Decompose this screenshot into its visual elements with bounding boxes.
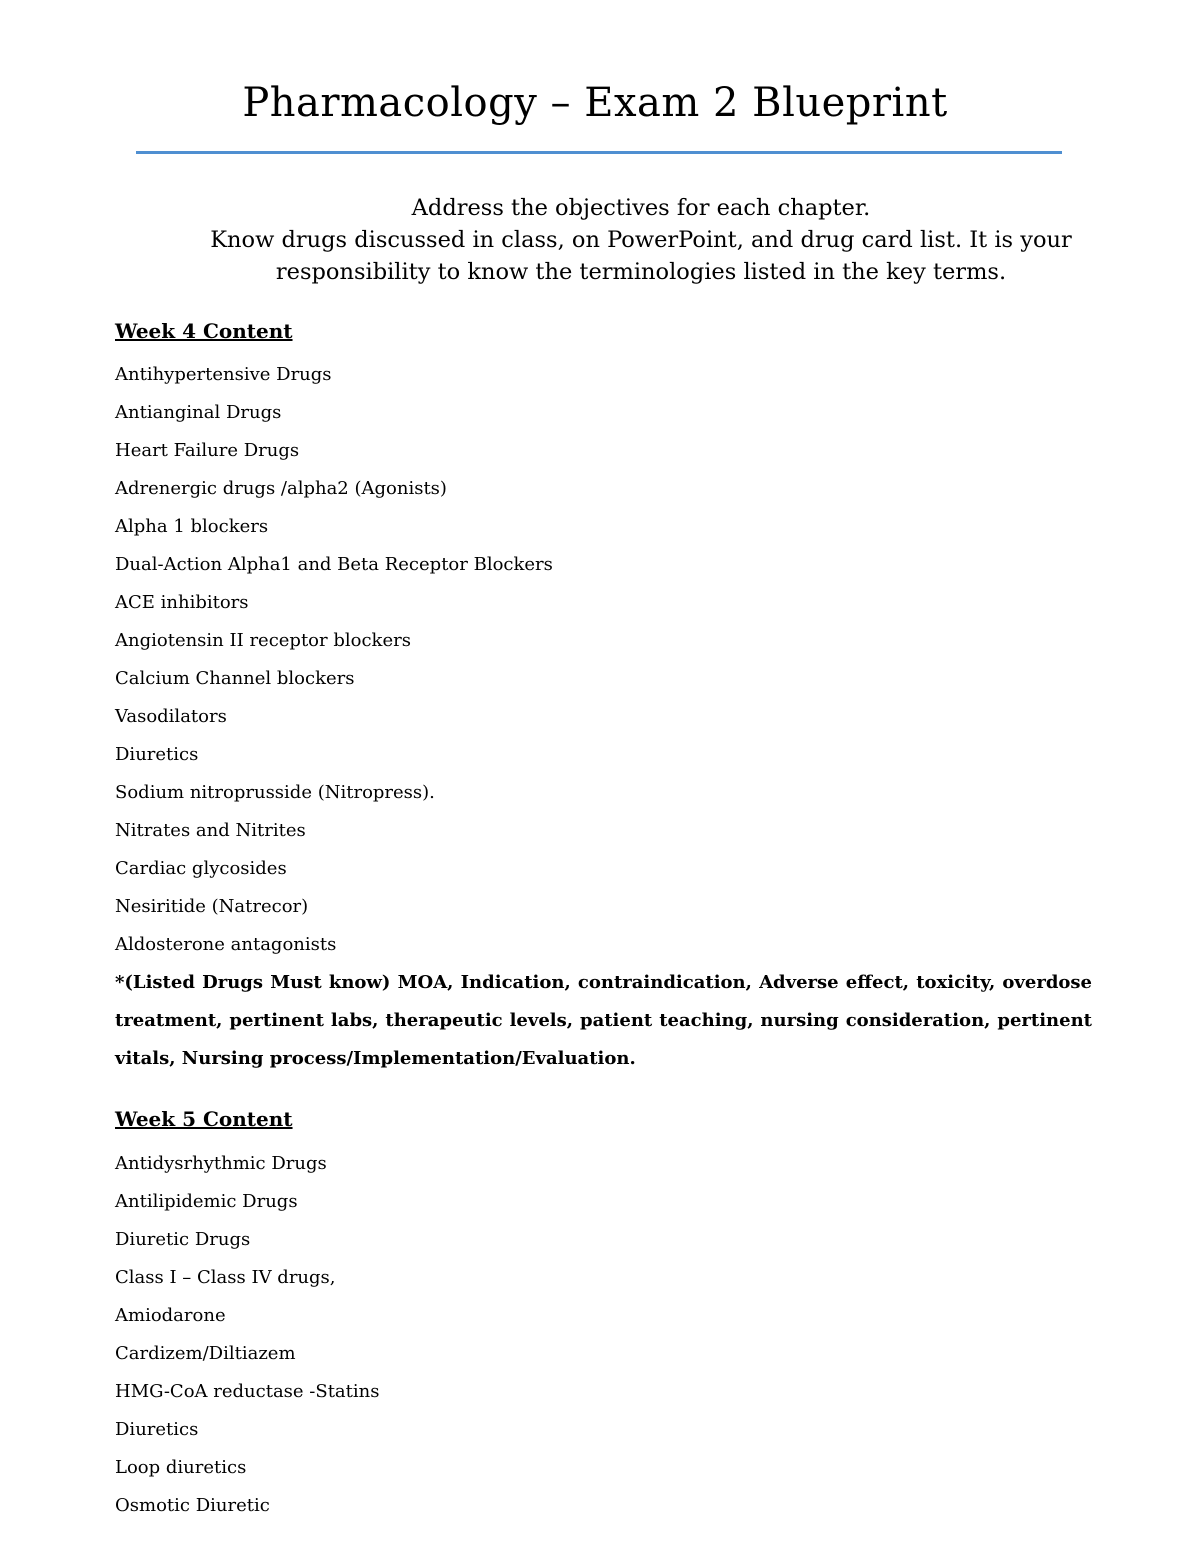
intro-line: responsibility to know the terminologies listed in the key terms. (275, 259, 1007, 285)
list-item: Antianginal Drugs (115, 402, 282, 423)
drug-list (115, 1145, 1092, 1525)
list-item: Nitrates and Nitrites (115, 820, 306, 841)
list-item: Angiotensin II receptor blockers (115, 630, 411, 651)
list-item: Amiodarone (115, 1305, 226, 1326)
week-5-section (115, 1105, 1092, 1525)
intro-line: Address the objectives for each chapter. (411, 195, 871, 221)
list-item: Alpha 1 blockers (115, 516, 269, 537)
intro-line: Know drugs discussed in class, on PowerPoint, and drug card list. It is your (210, 227, 1072, 253)
intro-block (136, 192, 1146, 288)
list-item: Nesiritide (Natrecor) (115, 896, 309, 917)
list-item: Cardiac glycosides (115, 858, 287, 879)
list-item: Osmotic Diuretic (115, 1495, 270, 1516)
list-item: Antihypertensive Drugs (115, 364, 332, 385)
list-item: Diuretics (115, 1419, 199, 1440)
page-title: Pharmacology – Exam 2 Blueprint (242, 80, 948, 126)
list-item: Cardizem/Diltiazem (115, 1343, 296, 1364)
section-heading: Week 5 Content (115, 1107, 293, 1131)
list-item: Aldosterone antagonists (115, 934, 337, 955)
requirements-note: *(Listed Drugs Must know) MOA, Indication, contraindication, Adverse effect, toxicity, overdose treatment, pertinent labs, therapeutic levels, patient teaching, nursing consideration, pertinent vitals, Nursing process/Implementation/Evaluation. (115, 972, 1092, 1069)
title-divider (136, 151, 1062, 154)
list-item: Diuretic Drugs (115, 1229, 251, 1250)
drug-list (115, 356, 1092, 964)
list-item: Adrenergic drugs /alpha2 (Agonists) (115, 478, 447, 499)
list-item: Heart Failure Drugs (115, 440, 300, 461)
list-item: Dual-Action Alpha1 and Beta Receptor Blockers (115, 554, 553, 575)
list-item: Class I – Class IV drugs, (115, 1267, 336, 1288)
list-item: Vasodilators (115, 706, 227, 727)
week-4-section (115, 317, 1092, 1078)
list-item: Antilipidemic Drugs (115, 1191, 298, 1212)
list-item: ACE inhibitors (115, 592, 249, 613)
list-item: Diuretics (115, 744, 199, 765)
list-item: HMG-CoA reductase -Statins (115, 1381, 380, 1402)
list-item: Sodium nitroprusside (Nitropress). (115, 782, 435, 803)
list-item: Antidysrhythmic Drugs (115, 1153, 327, 1174)
list-item: Calcium Channel blockers (115, 668, 355, 689)
list-item: Loop diuretics (115, 1457, 247, 1478)
section-heading: Week 4 Content (115, 319, 293, 343)
